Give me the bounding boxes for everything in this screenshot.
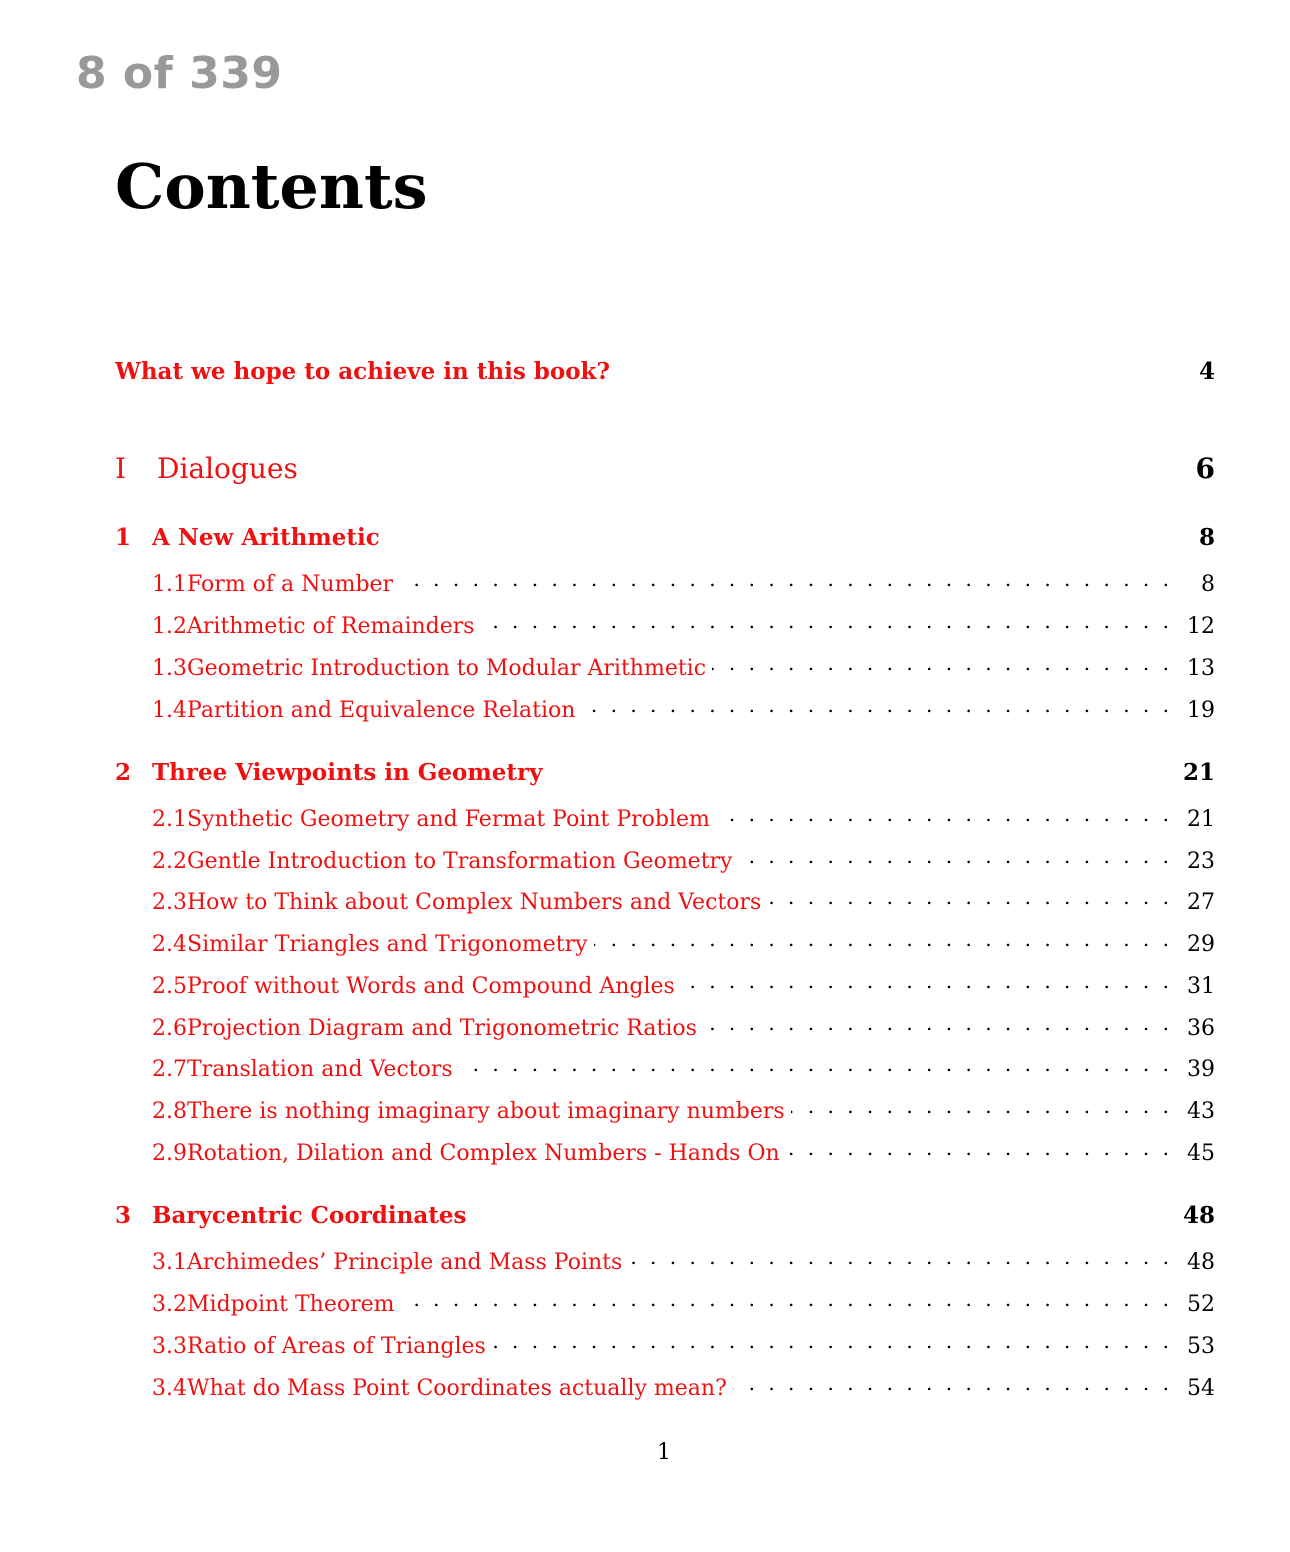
toc-section-number[interactable]: 1.3 [152, 656, 187, 681]
toc-entry-page: 29 [1187, 932, 1215, 957]
toc-entry-page: 31 [1187, 974, 1215, 999]
page-title: Contents [115, 150, 428, 223]
toc-section-title[interactable]: Projection Diagram and Trigonometric Ratios [187, 1016, 697, 1041]
toc-section-number[interactable]: 2.5 [152, 974, 187, 999]
toc-section-number[interactable]: 1.4 [152, 698, 187, 723]
dot-leader [459, 1052, 1169, 1076]
toc-entry-chapter[interactable] [115, 524, 1215, 551]
toc-section-number[interactable]: 1.2 [152, 614, 187, 639]
dot-leader [628, 1245, 1169, 1269]
toc-chapter-title[interactable]: A New Arithmetic [152, 524, 380, 551]
toc-entry-section[interactable] [115, 1011, 1215, 1041]
toc-entry-page: 19 [1187, 698, 1215, 723]
toc-entry-section[interactable] [115, 1329, 1215, 1359]
toc-section-title[interactable]: Midpoint Theorem [187, 1292, 395, 1317]
toc-entry-page: 43 [1187, 1099, 1215, 1124]
dot-leader [786, 1136, 1169, 1160]
toc-section-number[interactable]: 3.1 [152, 1250, 187, 1275]
toc-section-number[interactable]: 2.4 [152, 932, 187, 957]
dot-leader [791, 1094, 1169, 1118]
toc-entry-page: 13 [1187, 656, 1215, 681]
toc-entry-section[interactable] [115, 927, 1215, 957]
toc-chapter-number[interactable]: 1 [115, 524, 132, 551]
footer-page-number: 1 [657, 1440, 671, 1465]
dot-leader [481, 609, 1169, 633]
toc-entry-section[interactable] [115, 1287, 1215, 1317]
page-counter: 8 of 339 [76, 48, 283, 99]
toc-section-title[interactable]: What do Mass Point Coordinates actually mean? [187, 1376, 727, 1401]
toc-entry-page: 45 [1187, 1141, 1215, 1166]
toc-part-number[interactable]: I [115, 452, 127, 485]
dot-leader [733, 1371, 1169, 1395]
toc-entry-section[interactable] [115, 693, 1215, 723]
dot-leader [712, 651, 1169, 675]
toc-section-number[interactable]: 3.4 [152, 1376, 187, 1401]
toc-section-number[interactable]: 2.2 [152, 849, 187, 874]
dot-leader [581, 693, 1169, 717]
toc-entry-section[interactable] [115, 1136, 1215, 1166]
toc-entry-section[interactable] [115, 844, 1215, 874]
toc-section-title[interactable]: Partition and Equivalence Relation [187, 698, 576, 723]
toc-entry-chapter[interactable] [115, 759, 1215, 786]
toc-section-number[interactable]: 2.6 [152, 1016, 187, 1041]
dot-leader [401, 1287, 1169, 1311]
toc-entry-page: 48 [1187, 1250, 1215, 1275]
toc-entry-section[interactable] [115, 1094, 1215, 1124]
toc-entry-part[interactable] [115, 452, 1215, 485]
toc-chapter-title[interactable]: Barycentric Coordinates [152, 1202, 467, 1229]
toc-part-title[interactable]: Dialogues [157, 452, 298, 485]
toc-entry-page: 27 [1187, 890, 1215, 915]
toc-section-number[interactable]: 2.8 [152, 1099, 187, 1124]
toc-section-number[interactable]: 3.2 [152, 1292, 187, 1317]
dot-leader [681, 969, 1169, 993]
toc-entry-chapter[interactable] [115, 1202, 1215, 1229]
toc-section-title[interactable]: Translation and Vectors [187, 1057, 453, 1082]
toc-section-title[interactable]: Geometric Introduction to Modular Arithmetic [187, 656, 707, 681]
toc-section-title[interactable]: How to Think about Complex Numbers and Vectors [187, 890, 762, 915]
toc-entry-section[interactable] [115, 1245, 1215, 1275]
toc-section-title[interactable]: Similar Triangles and Trigonometry [187, 932, 588, 957]
toc-entry-section[interactable] [115, 885, 1215, 915]
toc-entry-page: 6 [1195, 452, 1215, 485]
toc-section-number[interactable]: 2.9 [152, 1141, 187, 1166]
toc-entry-title[interactable]: What we hope to achieve in this book? [115, 358, 610, 385]
toc-section-title[interactable]: Form of a Number [187, 572, 394, 597]
toc-section-title[interactable]: Gentle Introduction to Transformation Geometry [187, 849, 733, 874]
toc-entry-page: 8 [1198, 524, 1215, 551]
toc-entry-section[interactable] [115, 1052, 1215, 1082]
toc-entry-section[interactable] [115, 567, 1215, 597]
toc-section-number[interactable]: 2.1 [152, 807, 187, 832]
toc-entry-page: 48 [1182, 1202, 1215, 1229]
toc-section-title[interactable]: Ratio of Areas of Triangles [187, 1334, 486, 1359]
toc-entry-page: 54 [1187, 1376, 1215, 1401]
toc-section-title[interactable]: There is nothing imaginary about imaginary numbers [187, 1099, 785, 1124]
toc-entry-page: 39 [1187, 1057, 1215, 1082]
toc-chapter-number[interactable]: 3 [115, 1202, 132, 1229]
toc-section-title[interactable]: Proof without Words and Compound Angles [187, 974, 675, 999]
dot-leader [703, 1011, 1169, 1035]
toc-section-title[interactable]: Synthetic Geometry and Fermat Point Problem [187, 807, 710, 832]
toc-entry-page: 36 [1187, 1016, 1215, 1041]
toc-entry-page: 21 [1187, 807, 1215, 832]
toc-entry-section[interactable] [115, 802, 1215, 832]
toc-entry-section[interactable] [115, 1371, 1215, 1401]
toc-section-title[interactable]: Arithmetic of Remainders [187, 614, 475, 639]
dot-leader [492, 1329, 1169, 1353]
toc-entry-page: 23 [1187, 849, 1215, 874]
dot-leader [399, 567, 1169, 591]
dot-leader [716, 802, 1169, 826]
toc-chapter-number[interactable]: 2 [115, 759, 132, 786]
toc-entry-page: 21 [1182, 759, 1215, 786]
toc-chapter-title[interactable]: Three Viewpoints in Geometry [152, 759, 543, 786]
dot-leader [594, 927, 1169, 951]
toc-section-title[interactable]: Archimedes’ Principle and Mass Points [187, 1250, 623, 1275]
toc-entry-page: 12 [1187, 614, 1215, 639]
toc-section-title[interactable]: Rotation, Dilation and Complex Numbers - Hands On [187, 1141, 780, 1166]
toc-entry-page: 8 [1201, 572, 1215, 597]
toc-entry-section[interactable] [115, 609, 1215, 639]
toc-section-number[interactable]: 1.1 [152, 572, 187, 597]
dot-leader [767, 885, 1169, 909]
toc-entry-preface[interactable] [115, 358, 1215, 385]
toc-section-number[interactable]: 3.3 [152, 1334, 187, 1359]
toc-entry-section[interactable] [115, 651, 1215, 681]
toc-section-number[interactable]: 2.7 [152, 1057, 187, 1082]
toc-entry-page: 4 [1198, 358, 1215, 385]
toc-entry-page: 52 [1187, 1292, 1215, 1317]
toc-entry-page: 53 [1187, 1334, 1215, 1359]
dot-leader [739, 844, 1170, 868]
toc-entry-section[interactable] [115, 969, 1215, 999]
toc-section-number[interactable]: 2.3 [152, 890, 187, 915]
